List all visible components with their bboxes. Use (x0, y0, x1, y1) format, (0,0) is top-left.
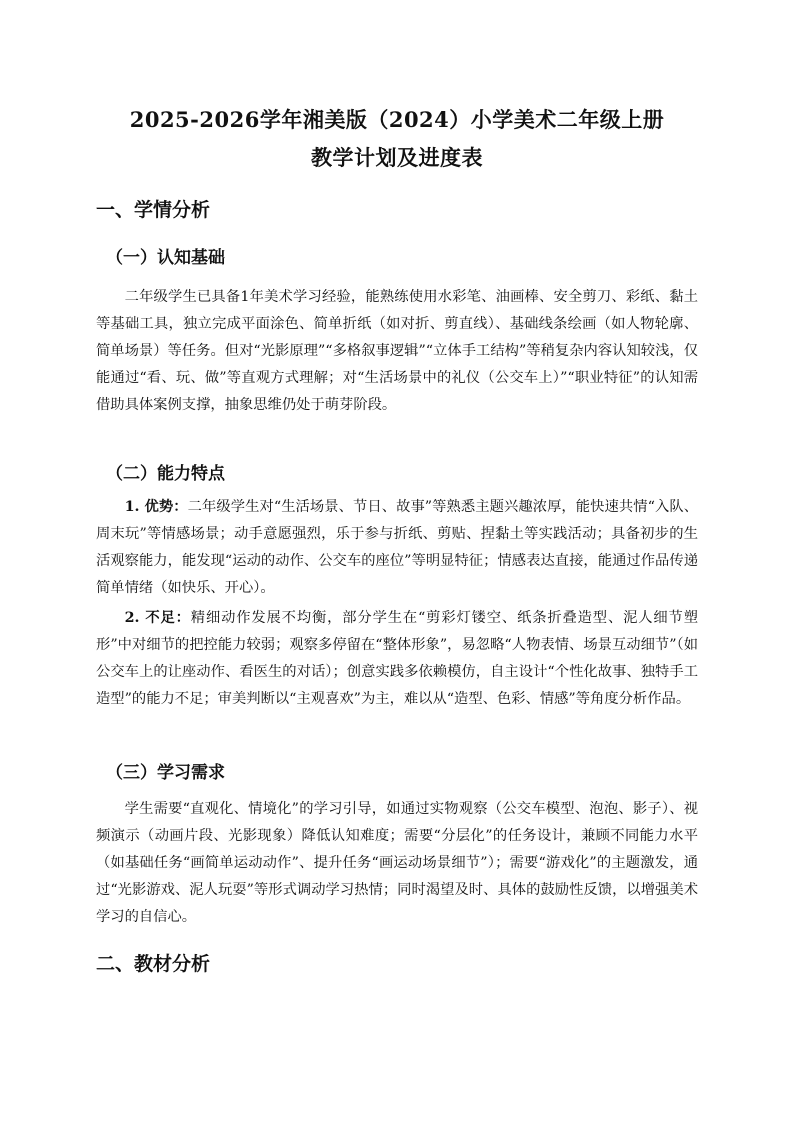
weaknesses-text: 精细动作发展不均衡，部分学生在“剪彩灯镂空、纸条折叠造型、泥人细节塑形”中对细节的把控能力较弱；观察多停留在“整体形象”，易忽略“人物表情、场景互动细节”（如公交车上的让座动作、看医生的对话）；创意实践多依赖模仿，自主设计“个性化故事、独特手工造型”的能力不足；审美判断以“主观喜欢”为主，难以从“造型、色彩、情感”等角度分析作品。 (96, 610, 698, 707)
document-subtitle: 教学计划及进度表 (311, 145, 483, 170)
paragraph-learning-needs: 学生需要“直观化、情境化”的学习引导，如通过实物观察（公交车模型、泡泡、影子）、视频演示（动画片段、光影现象）降低认知难度；需要“分层化”的任务设计，兼顾不同能力水平（如基础任务“画简单运动动作”、提升任务“画运动场景细节”）；需要“游戏化”的主题激发，通过“光影游戏、泥人玩耍”等形式调动学习热情；同时渴望及时、具体的鼓励性反馈，以增强美术学习的自信心。 (96, 801, 698, 925)
subsection-heading-ability-traits: （二）能力特点 (106, 464, 225, 484)
subsection-heading-cognitive-basis: （一）认知基础 (106, 248, 225, 268)
document-title: 2025-2026学年湘美版（2024）小学美术二年级上册 (129, 107, 665, 132)
paragraph-strengths (96, 494, 698, 602)
strengths-label: 1. 优势： (124, 499, 188, 515)
paragraph-cognitive-basis: 二年级学生已具备1年美术学习经验，能熟练使用水彩笔、油画棒、安全剪刀、彩纸、黏土等基础工具，独立完成平面涂色、简单折纸（如对折、剪直线）、基础线条绘画（如人物轮廓、简单场景）等任务。但对“光影原理”“多格叙事逻辑”“立体手工结构”等稍复杂内容认知较浅，仅能通过“看、玩、做”等直观方式理解；对“生活场景中的礼仪（公交车上）”“职业特征”的认知需借助具体案例支撑，抽象思维仍处于萌芽阶段。 (96, 289, 698, 413)
section-heading-learning-analysis: 一、学情分析 (96, 199, 211, 221)
strengths-text: 二年级学生对“生活场景、节日、故事”等熟悉主题兴趣浓厚，能快速共情“入队、周末玩”等情感场景；动手意愿强烈，乐于参与折纸、剪贴、捏黏土等实践活动；具备初步的生活观察能力，能发现“运动的动作、公交车的座位”等明显特征；情感表达直接，能通过作品传递简单情绪（如快乐、开心）。 (96, 499, 698, 596)
paragraph-weaknesses (96, 605, 698, 713)
weaknesses-label: 2. 不足： (124, 610, 191, 626)
section-heading-textbook-analysis: 二、教材分析 (96, 953, 211, 975)
subsection-heading-learning-needs: （三）学习需求 (106, 763, 225, 783)
